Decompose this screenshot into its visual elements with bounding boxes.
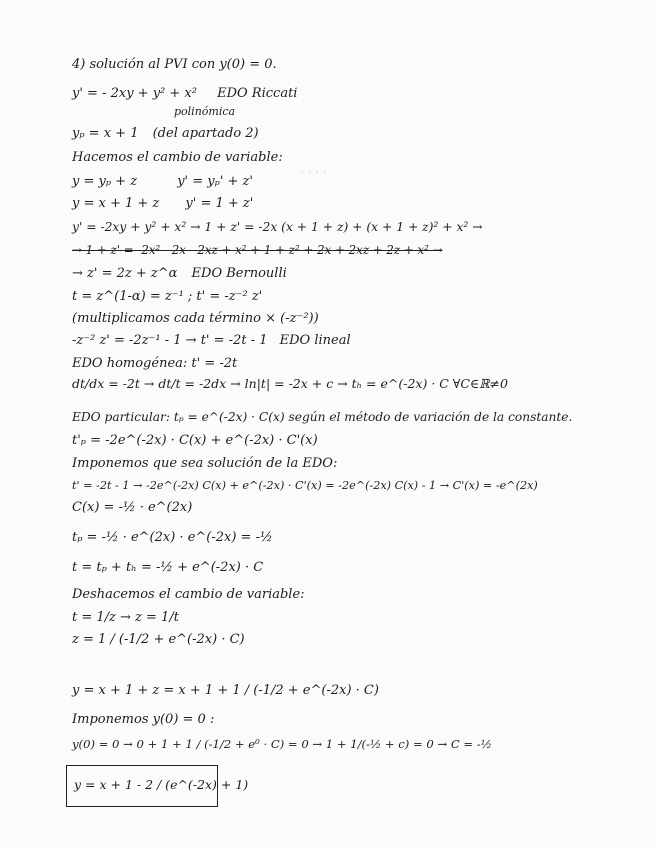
yp-note: (del apartado 2) xyxy=(152,126,259,141)
particular-line: EDO particular: tₚ = e^(-2x) · C(x) según el método de variación de la constante. xyxy=(72,410,573,424)
linear-tag: EDO lineal xyxy=(279,333,351,348)
ode-equation: y' = - 2xy + y² + x² xyxy=(72,86,197,101)
cx-line: C(x) = -½ · e^(2x) xyxy=(72,500,193,515)
change-2-left: y = x + 1 + z xyxy=(72,196,160,211)
change-line-2 xyxy=(72,196,253,211)
z-equation: z = 1 / (-1/2 + e^(-2x) · C) xyxy=(72,632,245,647)
linear-line xyxy=(72,333,351,348)
change-2-right: y' = 1 + z' xyxy=(185,196,254,211)
homogeneous-line: EDO homogénea: t' = -2t xyxy=(72,356,238,371)
undo-line: t = 1/z → z = 1/t xyxy=(72,610,179,625)
exercise-header: 4) solución al PVI con y(0) = 0. xyxy=(72,57,277,72)
ode-type: EDO Riccati xyxy=(217,86,298,101)
change-line-1 xyxy=(72,174,253,189)
change-title: Hacemos el cambio de variable: xyxy=(72,150,283,165)
change-1-left: y = yₚ + z xyxy=(72,174,138,189)
bernoulli-equation: → z' = 2z + z^α xyxy=(72,266,178,281)
bernoulli-tag: EDO Bernoulli xyxy=(191,266,287,281)
bleed-through: · · · · xyxy=(300,165,327,179)
impose-line: Imponemos que sea solución de la EDO: xyxy=(72,456,338,471)
yp-equation: yₚ = x + 1 xyxy=(72,126,139,141)
ic-line: y(0) = 0 → 0 + 1 + 1 / (-1/2 + e⁰ · C) = 0 → 1 + 1/(-½ + c) = 0 → C = -½ xyxy=(72,737,492,751)
ode-line xyxy=(72,86,297,101)
linear-equation: -z⁻² z' = -2z⁻¹ - 1 → t' = -2t - 1 xyxy=(72,333,268,348)
final-answer: y = x + 1 - 2 / (e^(-2x) + 1) xyxy=(74,777,249,792)
impose-ic: Imponemos y(0) = 0 : xyxy=(72,712,215,727)
tp-derivative: t'ₚ = -2e^(-2x) · C(x) + e^(-2x) · C'(x) xyxy=(72,433,318,448)
bernoulli-line xyxy=(72,266,287,281)
tp-line: tₚ = -½ · e^(2x) · e^(-2x) = -½ xyxy=(72,530,273,545)
cancellation-line: → 1 + z' = -2x² - 2x - 2xz + x² + 1 + z² + 2x + 2xz + 2z + x² → xyxy=(72,243,443,257)
general-solution-t: t = tₚ + tₕ = -½ + e^(-2x) · C xyxy=(72,560,264,575)
separation-line: dt/dx = -2t → dt/t = -2dx → ln|t| = -2x + c → tₕ = e^(-2x) · C ∀C∈ℝ≠0 xyxy=(72,376,508,391)
change-1-right: y' = yₚ' + z' xyxy=(177,174,253,189)
undo-title: Deshacemos el cambio de variable: xyxy=(72,587,305,602)
multiply-note: (multiplicamos cada término × (-z⁻²)) xyxy=(72,311,319,326)
z-line xyxy=(72,632,245,647)
y-line xyxy=(72,683,379,698)
ode-subtype: polinómica xyxy=(174,105,236,118)
substitution-line: y' = -2xy + y² + x² → 1 + z' = -2x (x + 1 + z) + (x + 1 + z)² + x² → xyxy=(72,220,483,234)
t-definition: t = z^(1-α) = z⁻¹ ; t' = -z⁻² z' xyxy=(72,289,263,304)
yp-line xyxy=(72,126,259,141)
y-equation: y = x + 1 + z = x + 1 + 1 / (-1/2 + e^(-2x) · C) xyxy=(72,683,379,698)
impose-equation: t' = -2t - 1 → -2e^(-2x) C(x) + e^(-2x) · C'(x) = -2e^(-2x) C(x) - 1 → C'(x) = -e^(2x) xyxy=(72,479,538,492)
